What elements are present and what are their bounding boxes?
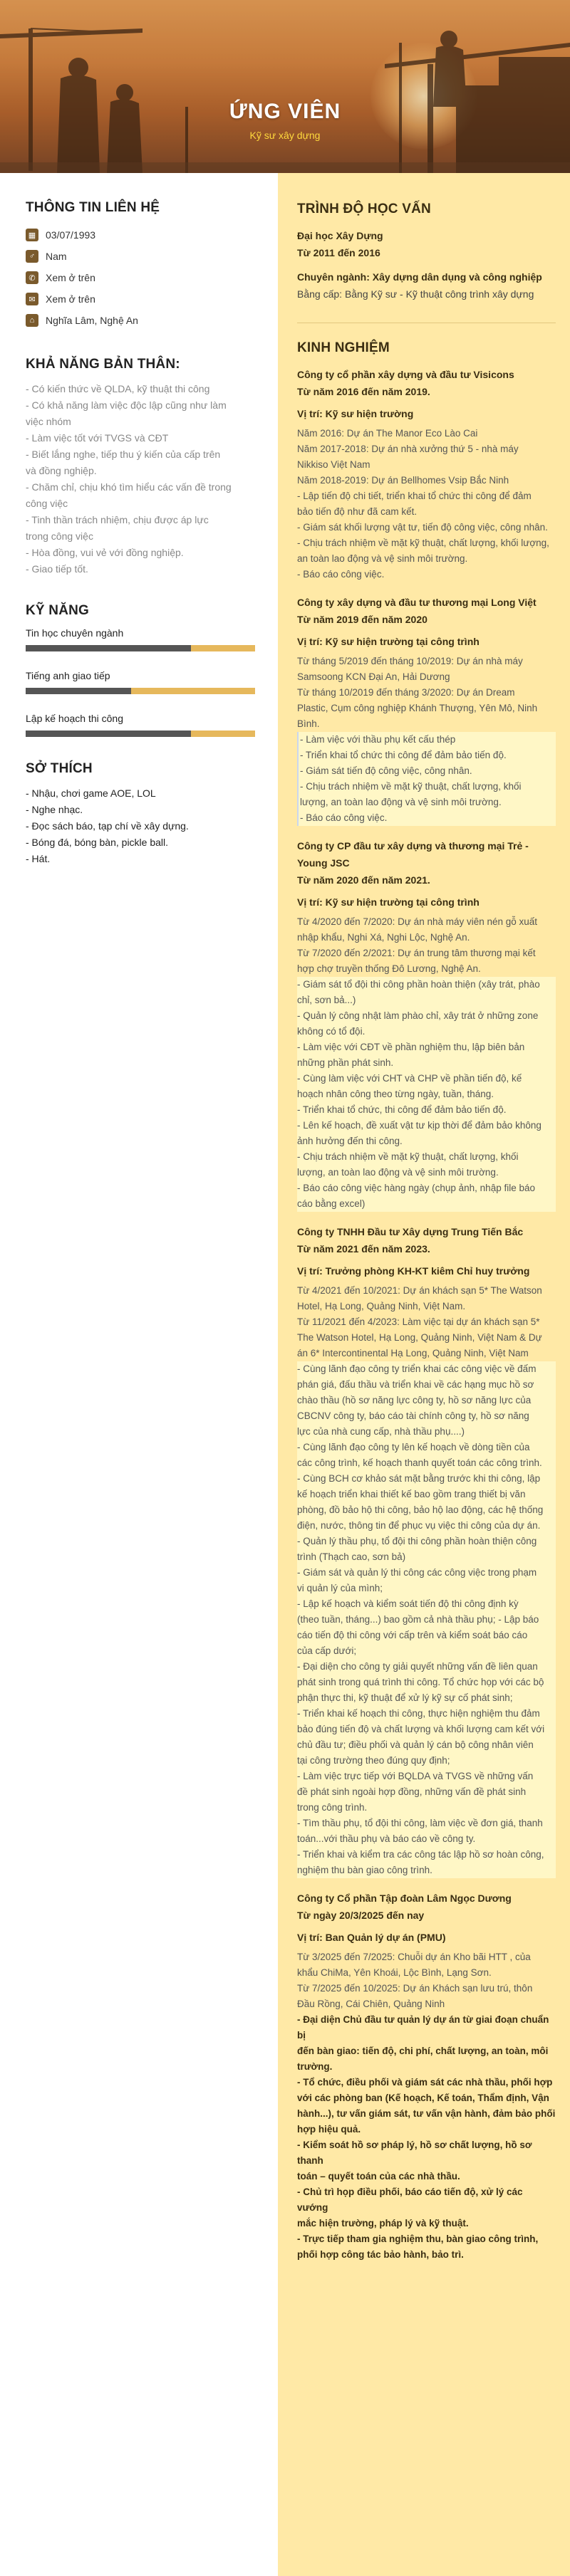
job-entry bbox=[297, 594, 556, 826]
education-degree: Bằng cấp: Bằng Kỹ sư - Kỹ thuật công trình xây dựng bbox=[297, 288, 534, 300]
job-entry bbox=[297, 837, 556, 1212]
job-description-line: Từ 4/2021 đến 10/2021: Dự án khách sạn 5* The Watson bbox=[297, 1285, 542, 1296]
job-position: Vị trí: Ban Quản lý dự án (PMU) bbox=[297, 1932, 446, 1943]
job-description-line: lượng, an toàn lao động và vệ sinh môi trường. bbox=[297, 1165, 556, 1180]
education-school: Đại học Xây Dựng bbox=[297, 230, 383, 241]
job-description-line: mắc hiện trường, pháp lý và kỹ thuật. bbox=[297, 2218, 469, 2229]
job-period: Từ năm 2020 đến năm 2021. bbox=[297, 874, 430, 886]
job-description-line: - Cùng BCH cơ khảo sát mặt bằng trước khi thi công, lập bbox=[297, 1471, 556, 1487]
phone-icon: ✆ bbox=[26, 271, 38, 284]
job-description-line: điện, nước, thông tin để phục vụ việc thi công của dự án. bbox=[297, 1518, 556, 1534]
job-description-line: chủ đầu tư; điều phối và quản lý cán bộ công nhân viên bbox=[297, 1737, 556, 1753]
job-description-line: Từ 7/2020 đến 2/2021: Dự án trung tâm thương mại kết bbox=[297, 948, 536, 958]
education-period: Từ 2011 đến 2016 bbox=[297, 247, 380, 258]
job-description-line: an toàn lao động và vệ sinh môi trường. bbox=[297, 553, 468, 564]
job-description-line: - Triển khai tổ chức, thi công để đảm bảo tiến độ. bbox=[297, 1102, 556, 1118]
contact-gender-value: Nam bbox=[46, 251, 67, 262]
job-description-line: - Lập tiến độ chi tiết, triển khai tổ chức thi công để đảm bbox=[297, 491, 532, 501]
job-description-line: đến bàn giao: tiến độ, chi phí, chất lượng, an toàn, môi bbox=[297, 2046, 549, 2056]
job-description-line: Từ 4/2020 đến 7/2020: Dự án nhà máy viên nén gỗ xuất bbox=[297, 916, 538, 927]
contact-phone bbox=[26, 267, 255, 288]
contact-birthday bbox=[26, 224, 255, 246]
job-description-line: trình (Thạch cao, sơn bả) bbox=[297, 1549, 556, 1565]
skill-name: Tin học chuyên ngành bbox=[26, 627, 124, 639]
skill-level-fill bbox=[26, 731, 191, 737]
job-description-line: bảo tiến độ như đã cam kết. bbox=[297, 506, 418, 517]
job-description-line: - Đại diện Chủ đầu tư quản lý dự án từ giai đoạn chuẩn bị bbox=[297, 2014, 549, 2041]
job-description-line: phát sinh trong quá trình thi công. Tổ chức họp với các bộ bbox=[297, 1675, 556, 1690]
job-description-line: chào thầu (hồ sơ năng lực công ty, hồ sơ năng lực của bbox=[297, 1393, 556, 1408]
ability-line: - Tinh thần trách nhiệm, chịu được áp lực bbox=[26, 514, 209, 525]
job-description-line: của cấp dưới; bbox=[297, 1643, 556, 1659]
job-description-line: - Giám sát tiến độ công việc, công nhân. bbox=[297, 763, 556, 779]
contact-birthday-value: 03/07/1993 bbox=[46, 229, 96, 241]
job-description-line: - Tổ chức, điều phối và giám sát các nhà thầu, phối hợp bbox=[297, 2077, 553, 2088]
job-description-line: Từ tháng 10/2019 đến tháng 3/2020: Dự án Dream bbox=[297, 687, 515, 698]
job-description-line: kế hoạch triển khai thiết kế bao gồm trang thiết bị văn bbox=[297, 1487, 556, 1502]
resume-body bbox=[0, 173, 570, 2576]
job-description-line: Hotel, Hạ Long, Quảng Ninh, Việt Nam. bbox=[297, 1301, 466, 1311]
job-description-line: - Triển khai kế hoạch thi công, thực hiện nghiệm thu đảm bbox=[297, 1706, 556, 1722]
job-description-line: phối hợp công tác bảo hành, bảo trì. bbox=[297, 2249, 464, 2260]
job-description-line: - Triển khai và kiểm tra các công tác lập hồ sơ hoàn công, bbox=[297, 1847, 556, 1863]
skills-section-title: KỸ NĂNG bbox=[26, 603, 90, 618]
banner-shade bbox=[0, 0, 570, 173]
job-description-line: khẩu ChiMa, Yên Khoái, Lộc Bình, Lạng Sơn. bbox=[297, 1967, 492, 1978]
job-description-line: cáo bằng excel) bbox=[297, 1196, 556, 1212]
job-period: Từ năm 2016 đến năm 2019. bbox=[297, 386, 430, 397]
job-description-line: - Lên kế hoạch, đề xuất vật tư kịp thời để đảm bảo không bbox=[297, 1118, 556, 1133]
job-description-line: ảnh hưởng đến thi công. bbox=[297, 1133, 556, 1149]
job-description-line: cáo tiến độ thi công với cấp trên và kiểm soát báo cáo bbox=[297, 1628, 556, 1643]
ability-line: trong công việc bbox=[26, 530, 93, 542]
skills-list bbox=[26, 627, 255, 737]
contact-address-value: Nghĩa Lâm, Nghệ An bbox=[46, 315, 138, 326]
hobbies-section-title: SỞ THÍCH bbox=[26, 761, 93, 776]
skill-bar bbox=[26, 731, 255, 737]
job-description-line: toán – quyết toán của các nhà thầu. bbox=[297, 2171, 460, 2182]
job-description-line: CBCNV công ty, báo cáo tài chính công ty, hồ sơ năng bbox=[297, 1408, 556, 1424]
job-entry bbox=[297, 1890, 556, 2263]
hobby-line: - Nhậu, chơi game AOE, LOL bbox=[26, 787, 156, 799]
right-column bbox=[278, 173, 570, 2576]
job-description-line: Từ 11/2021 đến 4/2023: Làm việc tại dự án khách sạn 5* bbox=[297, 1316, 540, 1327]
skill-level-fill bbox=[26, 688, 131, 694]
job-description-line: - Chịu trách nhiệm về mặt kỹ thuật, chất lượng, khối bbox=[297, 779, 556, 795]
job-description-line: Năm 2016: Dự án The Manor Eco Lào Cai bbox=[297, 428, 478, 439]
job-description-line: - Làm việc trực tiếp với BQLDA và TVGS về những vấn bbox=[297, 1769, 556, 1784]
ability-line: - Làm việc tốt với TVGS và CĐT bbox=[26, 432, 169, 444]
job-description-line: Năm 2018-2019: Dự án Bellhomes Vsip Bắc Ninh bbox=[297, 475, 509, 486]
ability-line: - Giao tiếp tốt. bbox=[26, 563, 88, 575]
job-description-line: - Báo cáo công việc. bbox=[297, 810, 556, 826]
job-description-line: - Trực tiếp tham gia nghiệm thu, bàn giao công trình, bbox=[297, 2234, 539, 2244]
job-period: Từ năm 2019 đến năm 2020 bbox=[297, 614, 428, 625]
job-description-line: Bình. bbox=[297, 718, 320, 729]
hobby-line: - Nghe nhạc. bbox=[26, 804, 83, 815]
contact-section-title: THÔNG TIN LIÊN HỆ bbox=[26, 200, 160, 215]
job-entry bbox=[297, 366, 556, 582]
calendar-icon: ▦ bbox=[26, 229, 38, 241]
job-company: Công ty TNHH Đầu tư Xây dựng Trung Tiến Bắc bbox=[297, 1226, 524, 1237]
job-entry bbox=[297, 1223, 556, 1878]
ability-line: công việc bbox=[26, 498, 68, 509]
contact-phone-value: Xem ở trên bbox=[46, 272, 95, 283]
job-description bbox=[297, 914, 556, 1212]
job-description-line: The Watson Hotel, Hạ Long, Quảng Ninh, Việt Nam & Dự bbox=[297, 1332, 542, 1343]
job-description-line: phán giá, đấu thầu và triển khai về các hạng mục hồ sơ bbox=[297, 1377, 556, 1393]
contact-email-value: Xem ở trên bbox=[46, 293, 95, 305]
job-description-line: tại công trường theo đúng quy định; bbox=[297, 1753, 556, 1769]
job-company: Công ty CP đầu tư xây dựng và thương mại Trẻ - Young JSC bbox=[297, 840, 529, 869]
job-description-line: - Làm việc với CĐT về phần nghiệm thu, lập biên bản bbox=[297, 1040, 556, 1055]
job-description-line: - Chịu trách nhiệm về mặt kỹ thuật, chất lượng, khối lượng, bbox=[297, 538, 549, 548]
job-description-line: - Cùng lãnh đạo công ty triển khai các công việc về đấm bbox=[297, 1361, 556, 1377]
ability-line: - Có khả năng làm việc độc lập cũng như làm bbox=[26, 399, 227, 411]
abilities-section-title: KHẢ NĂNG BẢN THÂN: bbox=[26, 357, 180, 372]
job-description-line: - Làm việc với thầu phụ kết cấu thép bbox=[297, 732, 556, 748]
header-text bbox=[0, 100, 570, 141]
job-description-line: (theo tuần, tháng...) bao gồm cả nhà thầu phụ; - Lập báo bbox=[297, 1612, 556, 1628]
job-description-line: lực của nhà cung cấp, nhà thầu phụ....) bbox=[297, 1424, 556, 1440]
contact-email bbox=[26, 288, 255, 310]
job-description-line: toán...với thầu phụ và báo cáo về công ty. bbox=[297, 1831, 556, 1847]
skill-row bbox=[26, 627, 255, 651]
job-position: Vị trí: Kỹ sư hiện trường bbox=[297, 408, 414, 419]
skill-level-fill bbox=[26, 645, 191, 651]
job-description-line: Từ 7/2025 đến 10/2025: Dự án Khách sạn lưu trú, thôn bbox=[297, 1983, 533, 1994]
job-description-line: chỉ, sơn bả...) bbox=[297, 993, 556, 1008]
job-description-line: trong công trình. bbox=[297, 1800, 556, 1816]
job-description-line: các công trình, kế hoạch thanh quyết toán các công trình. bbox=[297, 1455, 556, 1471]
gender-icon: ♂ bbox=[26, 250, 38, 263]
job-description-line: - Quản lý thầu phụ, tổ đội thi công phần hoàn thiện công bbox=[297, 1534, 556, 1549]
job-description-line: hành...), tư vấn giám sát, tư vấn vận hành, đảm bảo phối bbox=[297, 2108, 556, 2119]
ability-line: - Biết lắng nghe, tiếp thu ý kiến của cấp trên bbox=[26, 449, 221, 460]
ability-line: và đồng nghiệp. bbox=[26, 465, 97, 476]
job-company: Công ty Cổ phần Tập đoàn Lâm Ngọc Dương bbox=[297, 1892, 512, 1904]
job-description-line: - Giám sát tổ đội thi công phần hoàn thiện (xây trát, phào bbox=[297, 977, 556, 993]
job-description-line: - Quản lý công nhật làm phào chỉ, xây trát ở những zone bbox=[297, 1008, 556, 1024]
location-icon: ⌂ bbox=[26, 314, 38, 327]
hobby-line: - Hát. bbox=[26, 853, 51, 864]
job-description-line: - Giám sát khối lượng vật tư, tiến độ công việc, công nhân. bbox=[297, 522, 548, 533]
skill-row bbox=[26, 670, 255, 694]
job-description-line: phòng, đồ bảo hộ thi công, bảo hộ lao động, các hệ thống bbox=[297, 1502, 556, 1518]
job-description bbox=[297, 1283, 556, 1878]
contact-list bbox=[26, 224, 255, 331]
candidate-role: Kỹ sư xây dựng bbox=[249, 130, 321, 141]
skill-row bbox=[26, 713, 255, 737]
job-description-line: không có tổ đội. bbox=[297, 1024, 556, 1040]
job-description-line: - Triển khai tổ chức thi công để đảm bảo tiến độ. bbox=[297, 748, 556, 763]
job-description-line: - Lập kế hoạch và kiểm soát tiến độ thi công định kỳ bbox=[297, 1596, 556, 1612]
job-description-line: vi quản lý của mình; bbox=[297, 1581, 556, 1596]
job-description-line: những phần phát sinh. bbox=[297, 1055, 556, 1071]
job-description-line: - Báo cáo công việc. bbox=[297, 569, 385, 580]
job-description-line: hợp chợ truyền thống Đô Lương, Nghệ An. bbox=[297, 963, 481, 974]
ability-line: việc nhóm bbox=[26, 416, 71, 427]
experience-list bbox=[297, 366, 556, 2263]
job-company: Công ty xây dựng và đầu tư thương mại Long Việt bbox=[297, 597, 537, 608]
job-position: Vị trí: Kỹ sư hiện trường tại công trình bbox=[297, 636, 480, 647]
ability-line: - Hòa đồng, vui vẻ với đồng nghiệp. bbox=[26, 547, 184, 558]
job-description-line: Đầu Rồng, Cái Chiên, Quảng Ninh bbox=[297, 1999, 445, 2009]
left-column bbox=[0, 173, 278, 2576]
job-company: Công ty cổ phần xây dựng và đầu tư Visicons bbox=[297, 369, 514, 380]
header-banner bbox=[0, 0, 570, 173]
job-description-line: án 6* Intercontinental Hạ Long, Quảng Ninh, Việt Nam bbox=[297, 1348, 529, 1358]
contact-gender bbox=[26, 246, 255, 267]
job-description-line: - Báo cáo công việc hàng ngày (chụp ảnh, nhập file báo bbox=[297, 1180, 556, 1196]
job-description-line: - Chủ trì họp điều phối, báo cáo tiến độ, xử lý các vướng bbox=[297, 2187, 523, 2213]
job-description-line: Từ 3/2025 đến 7/2025: Chuỗi dự án Kho bãi HTT , của bbox=[297, 1952, 531, 1962]
job-description-line: bảo đúng tiến độ và chất lượng và khối lượng cam kết với bbox=[297, 1722, 556, 1737]
job-description-line: - Cùng lãnh đạo công ty lên kế hoạch về dòng tiền của bbox=[297, 1440, 556, 1455]
skill-name: Tiếng anh giao tiếp bbox=[26, 670, 110, 681]
job-description-line: - Tìm thầu phụ, tổ đội thi công, làm việc về đơn giá, thanh bbox=[297, 1816, 556, 1831]
ability-line: - Có kiến thức về QLDA, kỹ thuật thi công bbox=[26, 383, 210, 394]
job-description-line: nhập khẩu, Nghi Xá, Nghi Lộc, Nghệ An. bbox=[297, 932, 470, 943]
candidate-name: ỨNG VIÊN bbox=[229, 100, 341, 123]
job-description-line: với các phòng ban (Kế hoạch, Kế toán, Thẩm định, Vận bbox=[297, 2093, 549, 2103]
job-description-line: Năm 2017-2018: Dự án nhà xưởng thứ 5 - nhà máy bbox=[297, 444, 519, 454]
job-position: Vị trí: Kỹ sư hiện trường tại công trình bbox=[297, 896, 480, 908]
experience-section-title: KINH NGHIỆM bbox=[297, 340, 390, 355]
job-description-line: lượng, an toàn lao động và vệ sinh môi trường. bbox=[297, 795, 556, 810]
job-description-line: hoạch nhân công theo từng ngày, tuần, tháng. bbox=[297, 1087, 556, 1102]
job-position: Vị trí: Trưởng phòng KH-KT kiêm Chỉ huy trưởng bbox=[297, 1265, 530, 1277]
contact-address bbox=[26, 310, 255, 331]
job-period: Từ ngày 20/3/2025 đến nay bbox=[297, 1910, 425, 1921]
job-description-line: trường. bbox=[297, 2061, 333, 2072]
skill-bar bbox=[26, 688, 255, 694]
education-section-title: TRÌNH ĐỘ HỌC VẤN bbox=[297, 201, 431, 216]
job-period: Từ năm 2021 đến năm 2023. bbox=[297, 1243, 430, 1255]
job-description-line: Plastic, Cụm công nghiệp Khánh Thượng, Yên Mô, Ninh bbox=[297, 703, 538, 713]
hobbies-list bbox=[26, 785, 255, 867]
job-description-line: Samsoong KCN Đại An, Hải Dương bbox=[297, 671, 450, 682]
job-description-line: - Cùng làm việc với CHT và CHP về phần tiến độ, kế bbox=[297, 1071, 556, 1087]
job-description bbox=[297, 654, 556, 826]
job-description-line: nghiệm thu bàn giao công trình. bbox=[297, 1863, 556, 1878]
job-description-line: phận thực thi, kỹ thuật để xử lý kỹ sự cố phát sinh; bbox=[297, 1690, 556, 1706]
job-description-line: - Kiểm soát hồ sơ pháp lý, hồ sơ chất lượng, hồ sơ thanh bbox=[297, 2140, 532, 2166]
job-description bbox=[297, 426, 556, 582]
skill-name: Lập kế hoạch thi công bbox=[26, 713, 123, 724]
abilities-list bbox=[26, 381, 255, 577]
hobby-line: - Bóng đá, bóng bàn, pickle ball. bbox=[26, 837, 169, 848]
job-description-line: - Đại diện cho công ty giải quyết những vấn đề liên quan bbox=[297, 1659, 556, 1675]
email-icon: ✉ bbox=[26, 293, 38, 305]
job-description bbox=[297, 1949, 556, 2263]
job-description-line: - Chịu trách nhiệm về mặt kỹ thuật, chất lượng, khối bbox=[297, 1149, 556, 1165]
ability-line: - Chăm chỉ, chịu khó tìm hiểu các vấn đề trong bbox=[26, 481, 232, 493]
skill-bar bbox=[26, 645, 255, 651]
hobby-line: - Đọc sách báo, tạp chí về xây dựng. bbox=[26, 820, 189, 832]
job-description-line: Nikkiso Việt Nam bbox=[297, 459, 370, 470]
job-description-line: Từ tháng 5/2019 đến tháng 10/2019: Dự án nhà máy bbox=[297, 656, 523, 666]
job-description-line: - Giám sát và quản lý thi công các công việc trong phạm bbox=[297, 1565, 556, 1581]
job-description-line: đề phát sinh ngoài hợp đồng, những vấn đề phát sinh bbox=[297, 1784, 556, 1800]
job-description-line: hợp hiệu quả. bbox=[297, 2124, 361, 2135]
education-major: Chuyên ngành: Xây dựng dân dụng và công nghiệp bbox=[297, 271, 542, 283]
